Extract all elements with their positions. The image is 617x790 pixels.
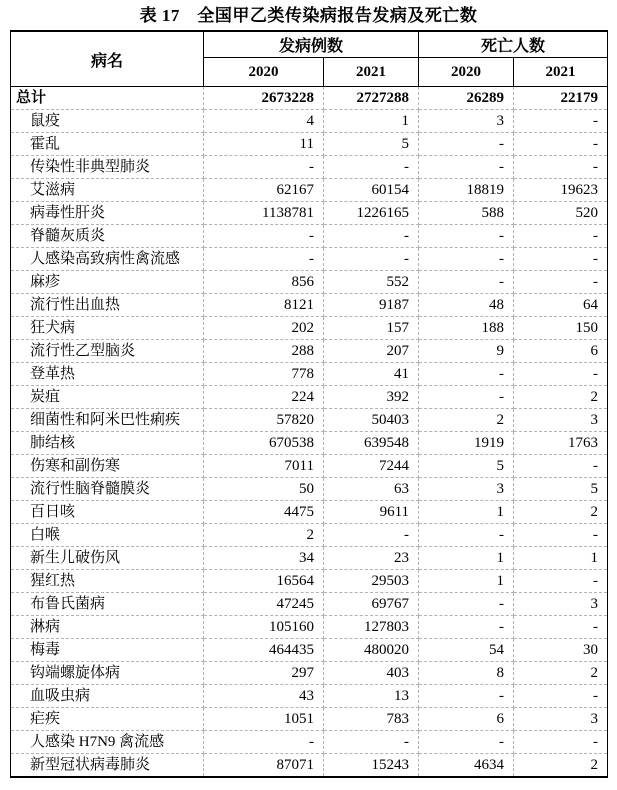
value-cell: 9611 (324, 501, 419, 524)
value-cell: - (514, 524, 608, 547)
value-cell: 2727288 (324, 87, 419, 110)
value-cell: - (419, 248, 514, 271)
disease-name-cell: 布鲁氏菌病 (11, 593, 204, 616)
value-cell: - (514, 685, 608, 708)
col-header-deaths-2021: 2021 (514, 58, 608, 87)
table-row (11, 317, 608, 340)
disease-name-cell: 病毒性肝炎 (11, 202, 204, 225)
value-cell: 588 (419, 202, 514, 225)
table-row (11, 156, 608, 179)
disease-name-cell: 霍乱 (11, 133, 204, 156)
value-cell: 7011 (204, 455, 324, 478)
value-cell: 207 (324, 340, 419, 363)
value-cell: 5 (419, 455, 514, 478)
value-cell: 16564 (204, 570, 324, 593)
disease-name-cell: 麻疹 (11, 271, 204, 294)
value-cell: - (419, 386, 514, 409)
disease-name-cell: 伤寒和副伤寒 (11, 455, 204, 478)
value-cell: 783 (324, 708, 419, 731)
disease-name-cell: 细菌性和阿米巴性痢疾 (11, 409, 204, 432)
value-cell: 30 (514, 639, 608, 662)
value-cell: 6 (419, 708, 514, 731)
value-cell: 670538 (204, 432, 324, 455)
table-row (11, 754, 608, 778)
value-cell: - (514, 248, 608, 271)
value-cell: 157 (324, 317, 419, 340)
disease-name-cell: 肺结核 (11, 432, 204, 455)
table-row (11, 501, 608, 524)
value-cell: 8 (419, 662, 514, 685)
disease-name-cell: 猩红热 (11, 570, 204, 593)
value-cell: 48 (419, 294, 514, 317)
value-cell: - (419, 685, 514, 708)
value-cell: 1763 (514, 432, 608, 455)
disease-name-cell: 传染性非典型肺炎 (11, 156, 204, 179)
table-row (11, 225, 608, 248)
disease-name-cell: 脊髓灰质炎 (11, 225, 204, 248)
value-cell: 1919 (419, 432, 514, 455)
value-cell: 5 (324, 133, 419, 156)
value-cell: - (514, 616, 608, 639)
value-cell: 60154 (324, 179, 419, 202)
table-row (11, 524, 608, 547)
value-cell: 5 (514, 478, 608, 501)
value-cell: 22179 (514, 87, 608, 110)
value-cell: - (419, 616, 514, 639)
disease-name-cell: 狂犬病 (11, 317, 204, 340)
disease-name-cell: 梅毒 (11, 639, 204, 662)
value-cell: 150 (514, 317, 608, 340)
disease-name-cell: 新型冠状病毒肺炎 (11, 754, 204, 778)
table-row (11, 593, 608, 616)
value-cell: 4 (204, 110, 324, 133)
value-cell: 1226165 (324, 202, 419, 225)
value-cell: 3 (514, 409, 608, 432)
value-cell: - (324, 524, 419, 547)
disease-name-cell: 白喉 (11, 524, 204, 547)
col-header-cases-2021: 2021 (324, 58, 419, 87)
value-cell: - (419, 731, 514, 754)
disease-name-cell: 鼠疫 (11, 110, 204, 133)
value-cell: - (419, 271, 514, 294)
value-cell: - (204, 156, 324, 179)
value-cell: 2673228 (204, 87, 324, 110)
value-cell: 50 (204, 478, 324, 501)
value-cell: - (204, 731, 324, 754)
infectious-disease-table (10, 30, 608, 778)
table-row (11, 570, 608, 593)
value-cell: 639548 (324, 432, 419, 455)
value-cell: 57820 (204, 409, 324, 432)
value-cell: 11 (204, 133, 324, 156)
table-row (11, 731, 608, 754)
value-cell: 19623 (514, 179, 608, 202)
value-cell: 13 (324, 685, 419, 708)
value-cell: 188 (419, 317, 514, 340)
value-cell: 224 (204, 386, 324, 409)
disease-name-cell: 人感染 H7N9 禽流感 (11, 731, 204, 754)
disease-name-cell: 新生儿破伤风 (11, 547, 204, 570)
value-cell: 9 (419, 340, 514, 363)
disease-name-cell: 流行性乙型脑炎 (11, 340, 204, 363)
value-cell: 105160 (204, 616, 324, 639)
disease-name-cell: 总计 (11, 87, 204, 110)
table-body (11, 87, 608, 778)
value-cell: - (324, 248, 419, 271)
value-cell: - (419, 225, 514, 248)
value-cell: 15243 (324, 754, 419, 778)
disease-name-cell: 登革热 (11, 363, 204, 386)
value-cell: - (514, 731, 608, 754)
value-cell: 63 (324, 478, 419, 501)
value-cell: 480020 (324, 639, 419, 662)
disease-name-cell: 艾滋病 (11, 179, 204, 202)
value-cell: 18819 (419, 179, 514, 202)
value-cell: 202 (204, 317, 324, 340)
value-cell: 127803 (324, 616, 419, 639)
table-row (11, 133, 608, 156)
col-header-cases: 发病例数 (204, 31, 419, 58)
table-row (11, 616, 608, 639)
disease-name-cell: 炭疽 (11, 386, 204, 409)
value-cell: - (514, 110, 608, 133)
value-cell: - (514, 133, 608, 156)
value-cell: 54 (419, 639, 514, 662)
document-page (0, 5, 617, 790)
disease-name-cell: 血吸虫病 (11, 685, 204, 708)
value-cell: - (419, 133, 514, 156)
table-row (11, 202, 608, 225)
table-row (11, 294, 608, 317)
table-row (11, 179, 608, 202)
value-cell: - (324, 731, 419, 754)
table-row (11, 685, 608, 708)
value-cell: - (419, 363, 514, 386)
value-cell: 6 (514, 340, 608, 363)
value-cell: 520 (514, 202, 608, 225)
col-header-deaths: 死亡人数 (419, 31, 608, 58)
value-cell: 778 (204, 363, 324, 386)
col-header-cases-2020: 2020 (204, 58, 324, 87)
value-cell: - (514, 455, 608, 478)
value-cell: 7244 (324, 455, 419, 478)
value-cell: 1 (324, 110, 419, 133)
value-cell: 2 (514, 501, 608, 524)
value-cell: 69767 (324, 593, 419, 616)
value-cell: 1 (419, 570, 514, 593)
value-cell: 50403 (324, 409, 419, 432)
table-row (11, 248, 608, 271)
value-cell: - (514, 156, 608, 179)
value-cell: 3 (419, 110, 514, 133)
value-cell: 392 (324, 386, 419, 409)
value-cell: 34 (204, 547, 324, 570)
value-cell: 3 (419, 478, 514, 501)
table-row (11, 110, 608, 133)
table-title: 表 17 全国甲乙类传染病报告发病及死亡数 (139, 6, 478, 25)
value-cell: 2 (419, 409, 514, 432)
value-cell: 62167 (204, 179, 324, 202)
value-cell: - (514, 570, 608, 593)
disease-name-cell: 淋病 (11, 616, 204, 639)
header-group-row (11, 31, 608, 58)
value-cell: 64 (514, 294, 608, 317)
value-cell: 2 (514, 754, 608, 778)
col-header-disease: 病名 (11, 31, 204, 87)
value-cell: 26289 (419, 87, 514, 110)
table-header (11, 31, 608, 87)
disease-name-cell: 百日咳 (11, 501, 204, 524)
value-cell: 464435 (204, 639, 324, 662)
table-row (11, 478, 608, 501)
table-row (11, 708, 608, 731)
value-cell: 4634 (419, 754, 514, 778)
table-row (11, 271, 608, 294)
value-cell: 9187 (324, 294, 419, 317)
value-cell: - (419, 156, 514, 179)
disease-name-cell: 疟疾 (11, 708, 204, 731)
value-cell: 41 (324, 363, 419, 386)
value-cell: - (324, 156, 419, 179)
table-row (11, 662, 608, 685)
value-cell: 2 (204, 524, 324, 547)
table-row (11, 363, 608, 386)
disease-name-cell: 人感染高致病性禽流感 (11, 248, 204, 271)
value-cell: 1051 (204, 708, 324, 731)
table-row (11, 87, 608, 110)
table-row (11, 455, 608, 478)
value-cell: 8121 (204, 294, 324, 317)
value-cell: 43 (204, 685, 324, 708)
table-row (11, 386, 608, 409)
value-cell: 87071 (204, 754, 324, 778)
table-row (11, 432, 608, 455)
table-row (11, 547, 608, 570)
value-cell: 1 (514, 547, 608, 570)
value-cell: 288 (204, 340, 324, 363)
value-cell: 1 (419, 501, 514, 524)
value-cell: 3 (514, 708, 608, 731)
value-cell: 2 (514, 386, 608, 409)
value-cell: - (514, 225, 608, 248)
disease-name-cell: 流行性出血热 (11, 294, 204, 317)
table-row (11, 409, 608, 432)
value-cell: 552 (324, 271, 419, 294)
value-cell: 23 (324, 547, 419, 570)
value-cell: - (204, 248, 324, 271)
value-cell: 47245 (204, 593, 324, 616)
value-cell: 2 (514, 662, 608, 685)
table-row (11, 639, 608, 662)
value-cell: - (204, 225, 324, 248)
value-cell: - (324, 225, 419, 248)
value-cell: - (419, 593, 514, 616)
value-cell: 1 (419, 547, 514, 570)
table-row (11, 340, 608, 363)
value-cell: 856 (204, 271, 324, 294)
value-cell: 297 (204, 662, 324, 685)
col-header-deaths-2020: 2020 (419, 58, 514, 87)
value-cell: - (514, 363, 608, 386)
value-cell: 29503 (324, 570, 419, 593)
value-cell: 403 (324, 662, 419, 685)
value-cell: 3 (514, 593, 608, 616)
value-cell: - (419, 524, 514, 547)
value-cell: - (514, 271, 608, 294)
disease-name-cell: 流行性脑脊髓膜炎 (11, 478, 204, 501)
value-cell: 4475 (204, 501, 324, 524)
disease-name-cell: 钩端螺旋体病 (11, 662, 204, 685)
value-cell: 1138781 (204, 202, 324, 225)
